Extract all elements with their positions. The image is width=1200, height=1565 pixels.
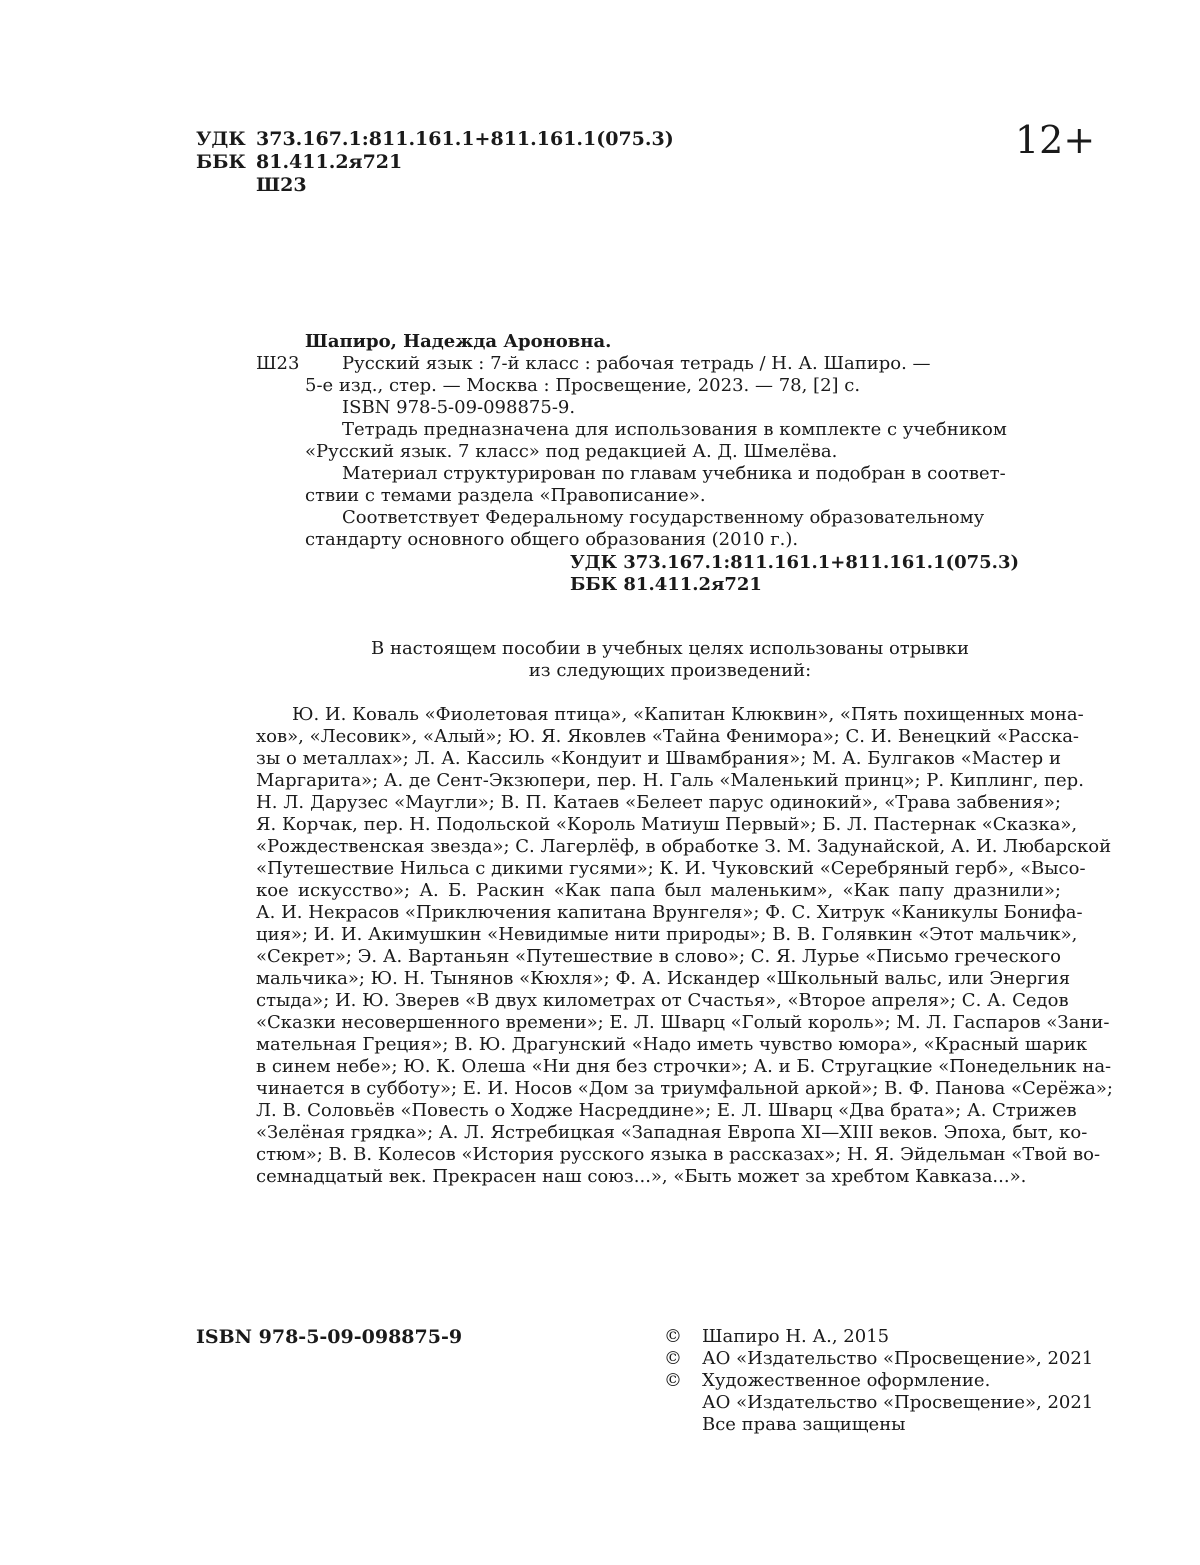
sources-line: Н. Л. Дарузес «Маугли»; В. П. Катаев «Белеет парус одинокий», «Трава забвения»; [256, 792, 1061, 813]
copyright-text: Художественное оформление. [702, 1370, 991, 1391]
copyright-line [664, 1326, 889, 1348]
sources-line: А. И. Некрасов «Приключения капитана Врунгеля»; Ф. С. Хитрук «Каникулы Бонифа- [256, 902, 1083, 923]
udk-label: УДК [196, 128, 246, 150]
sources-line: мальчика»; Ю. Н. Тынянов «Кюхля»; Ф. А. Искандер «Школьный вальс, или Энергия [256, 968, 1071, 989]
copyright-symbol: © [664, 1326, 682, 1347]
sources-line: хов», «Лесовик», «Алый»; Ю. Я. Яковлев «Тайна Фенимора»; С. И. Венецкий «Расска- [256, 726, 1080, 747]
card-annotation-line: Соответствует Федеральному государственному образовательному [342, 507, 985, 528]
card-annotation-line: Материал структурирован по главам учебника и подобран в соответ- [342, 463, 1006, 484]
sources-line: стюм»; В. В. Колесов «История русского языка в рассказах»; Н. Я. Эйдельман «Твой во- [256, 1144, 1101, 1165]
copyright-text: Шапиро Н. А., 2015 [702, 1326, 890, 1347]
sources-line: стыда»; И. Ю. Зверев «В двух километрах от Счастья», «Второе апреля»; С. А. Седов [256, 990, 1069, 1011]
card-author-heading: Шапиро, Надежда Ароновна. [305, 331, 612, 352]
copyright-text: АО «Издательство «Просвещение», 2021 [702, 1348, 1094, 1369]
card-title-line-1: Русский язык : 7-й класс : рабочая тетрадь / Н. А. Шапиро. — [342, 353, 931, 374]
sources-line: Ю. И. Коваль «Фиолетовая птица», «Капитан Клюквин», «Пять похищенных мона- [292, 704, 1084, 725]
udk-value: 373.167.1:811.161.1+811.161.1(075.3) [256, 128, 674, 150]
sources-line: «Рождественская звезда»; С. Лагерлёф, в обработке З. М. Задунайской, А. И. Любарской [256, 836, 1112, 857]
sources-line: «Зелёная грядка»; А. Л. Ястребицкая «Западная Европа XI—XIII веков. Эпоха, быт, ко- [256, 1122, 1088, 1143]
sources-line: Л. В. Соловьёв «Повесть о Ходже Насреддине»; Е. Л. Шварц «Два брата»; А. Стрижев [256, 1100, 1077, 1121]
udk-line [196, 128, 674, 151]
card-author-mark: Ш23 [256, 353, 300, 374]
sources-line: кое искусство»; А. Б. Раскин «Как папа был маленьким», «Как папу дразнили»; [256, 880, 1061, 901]
card-isbn: ISBN 978-5-09-098875-9. [342, 397, 576, 418]
copyright-line [664, 1348, 1093, 1370]
sources-line: «Сказки несовершенного времени»; Е. Л. Шварц «Голый король»; М. Л. Гаспаров «Зани- [256, 1012, 1110, 1033]
sources-line: зы о металлах»; Л. А. Кассиль «Кондуит и Швамбрания»; М. А. Булгаков «Мастер и [256, 748, 1061, 769]
copyright-line [664, 1370, 990, 1392]
card-bbk: ББК 81.411.2я721 [570, 574, 762, 595]
card-annotation-line: Тетрадь предназначена для использования в комплекте с учебником [342, 419, 1007, 440]
sources-intro-line-1: В настоящем пособии в учебных целях использованы отрывки [371, 638, 969, 659]
sources-line: ция»; И. И. Акимушкин «Невидимые нити природы»; В. В. Голявкин «Этот мальчик», [256, 924, 1078, 945]
bbk-line [196, 151, 402, 174]
sources-list [256, 704, 1113, 1188]
bbk-label: ББК [196, 151, 246, 173]
card-annotation-line: стандарту основного общего образования (2010 г.). [305, 529, 799, 550]
sources-line: Я. Корчак, пер. Н. Подольской «Король Матиуш Первый»; Б. Л. Пастернак «Сказка», [256, 814, 1078, 835]
card-udk: УДК 373.167.1:811.161.1+811.161.1(075.3) [570, 552, 1019, 573]
copyright-symbol: © [664, 1348, 682, 1369]
card-annotation-line: ствии с темами раздела «Правописание». [305, 485, 706, 506]
bbk-value: 81.411.2я721 [256, 151, 403, 173]
sources-line: «Секрет»; Э. А. Вартаньян «Путешествие в слово»; С. Я. Лурье «Письмо греческого [256, 946, 1062, 967]
card-annotation-line: «Русский язык. 7 класс» под редакцией А. Д. Шмелёва. [305, 441, 838, 462]
copyright-continuation: АО «Издательство «Просвещение», 2021 [702, 1392, 1094, 1413]
sources-intro-line-2: из следующих произведений: [528, 660, 812, 681]
copyright-symbol: © [664, 1370, 682, 1391]
sources-line: семнадцатый век. Прекрасен наш союз...», «Быть может за хребтом Кавказа...». [256, 1166, 1027, 1187]
rights-reserved: Все права защищены [702, 1414, 906, 1435]
sources-line: в синем небе»; Ю. К. Олеша «Ни дня без строчки»; А. и Б. Стругацкие «Понедельник на- [256, 1056, 1112, 1077]
author-mark-top: Ш23 [256, 174, 307, 196]
footer-isbn: ISBN 978-5-09-098875-9 [196, 1326, 463, 1348]
card-title-line-2: 5-е изд., стер. — Москва : Просвещение, 2023. — 78, [2] с. [305, 375, 861, 396]
age-rating: 12+ [1015, 118, 1096, 162]
sources-line: Маргарита»; А. де Сент-Экзюпери, пер. Н. Галь «Маленький принц»; Р. Киплинг, пер. [256, 770, 1084, 791]
sources-line: мательная Греция»; В. Ю. Драгунский «Надо иметь чувство юмора», «Красный шарик [256, 1034, 1088, 1055]
sources-line: «Путешествие Нильса с дикими гусями»; К. И. Чуковский «Серебряный герб», «Высо- [256, 858, 1086, 879]
sources-line: чинается в субботу»; Е. И. Носов «Дом за триумфальной аркой»; В. Ф. Панова «Серёжа»; [256, 1078, 1113, 1099]
